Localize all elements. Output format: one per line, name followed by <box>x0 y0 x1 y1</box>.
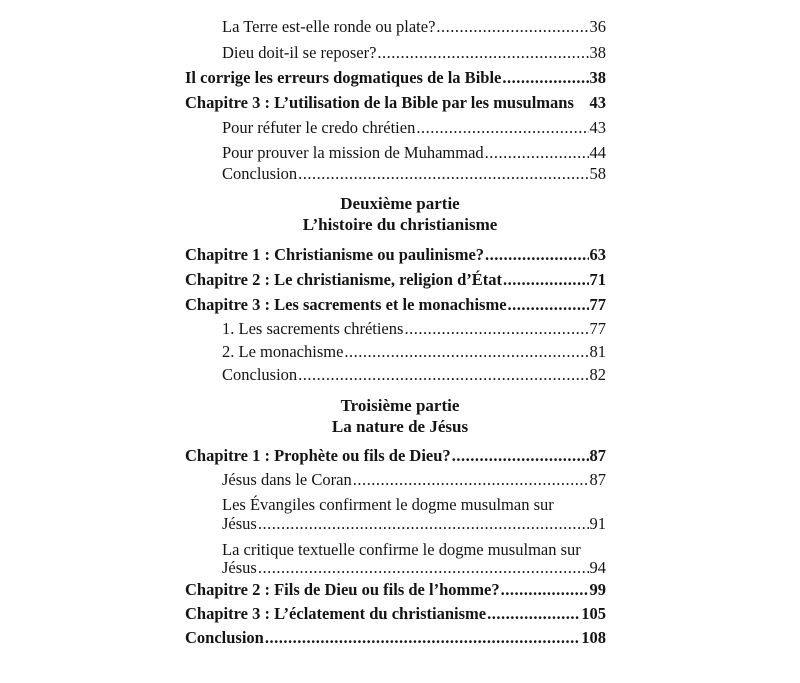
dot-leader <box>258 558 589 578</box>
toc-entry-page: 108 <box>581 628 606 647</box>
toc-entry-title: Chapitre 2 : Le christianisme, religion d’État <box>185 270 502 289</box>
toc-entry-title: Chapitre 3 : L’utilisation de la Bible par les musulmans <box>185 93 574 112</box>
toc-entry <box>222 118 606 138</box>
toc-entry-page: 58 <box>589 164 606 183</box>
part-label: Deuxième partie <box>340 194 460 213</box>
part-title: L’histoire du christianisme <box>302 215 498 234</box>
toc-entry-title: Chapitre 1 : Christianisme ou paulinisme? <box>185 245 485 264</box>
toc-entry-title: Chapitre 3 : L’éclatement du christianisme <box>185 604 487 623</box>
toc-entry-title: Il corrige les erreurs dogmatiques de la Bible <box>185 68 502 87</box>
toc-entry-title: Dieu doit-il se reposer? <box>222 43 377 62</box>
toc-entry <box>222 558 606 578</box>
toc-entry-title: Chapitre 2 : Fils de Dieu ou fils de l’homme? <box>185 580 500 599</box>
toc-entry-page: 43 <box>589 93 606 112</box>
toc-entry-title: Conclusion <box>222 164 298 183</box>
toc-entry-title: Jésus dans le Coran <box>222 470 352 489</box>
toc-entry <box>222 342 606 362</box>
toc-entry-title: Pour prouver la mission de Muhammad <box>222 143 484 162</box>
toc-entry-page: 105 <box>581 604 606 623</box>
toc-entry-page: 77 <box>589 295 606 314</box>
toc-chapter-entry <box>185 270 606 290</box>
toc-chapter-entry <box>185 295 606 315</box>
part-label: Troisième partie <box>340 396 460 415</box>
dot-leader <box>404 319 588 339</box>
toc-entry <box>185 68 606 88</box>
toc-entry-page: 38 <box>589 43 606 62</box>
toc-entry-page: 38 <box>589 68 606 87</box>
toc-entry-page: 87 <box>589 446 606 465</box>
toc-entry-page: 91 <box>589 514 606 533</box>
toc-entry-title-line1: Les Évangiles confirment le dogme musulman sur <box>222 495 554 514</box>
toc-entry <box>222 470 606 490</box>
toc-chapter-entry <box>185 604 606 624</box>
toc-entry-page: 81 <box>589 342 606 361</box>
dot-leader <box>353 470 589 490</box>
dot-leader <box>487 604 580 624</box>
toc-chapter-entry <box>185 580 606 600</box>
toc-entry <box>222 164 606 184</box>
toc-entry-page: 82 <box>589 365 606 384</box>
toc-entry-page: 71 <box>589 270 606 289</box>
toc-chapter-entry <box>185 93 606 113</box>
toc-chapter-entry <box>185 446 606 466</box>
toc-entry-page: 94 <box>589 558 606 577</box>
toc-entry-page: 99 <box>589 580 606 599</box>
dot-leader <box>501 580 589 600</box>
toc-entry-page: 44 <box>589 143 606 162</box>
dot-leader <box>344 342 588 362</box>
toc-entry <box>222 43 606 63</box>
dot-leader <box>258 514 589 534</box>
toc-entry-title: Pour réfuter le credo chrétien <box>222 118 416 137</box>
dot-leader <box>298 365 588 385</box>
dot-leader <box>485 245 588 265</box>
dot-leader <box>298 164 588 184</box>
toc-entry-title: Chapitre 1 : Prophète ou fils de Dieu? <box>185 446 451 465</box>
toc-entry-title: 1. Les sacrements chrétiens <box>222 319 404 338</box>
toc-entry <box>222 319 606 339</box>
dot-leader <box>265 628 580 648</box>
toc-entry-title: Jésus <box>222 558 257 577</box>
dot-leader <box>502 68 588 88</box>
toc-entry <box>222 17 606 37</box>
toc-entry <box>185 628 606 648</box>
toc-entry-page: 43 <box>589 118 606 137</box>
dot-leader <box>436 17 588 37</box>
toc-entry <box>222 514 606 534</box>
toc-entry-title-line1: La critique textuelle confirme le dogme musulman sur <box>222 540 581 559</box>
toc-entry-page: 87 <box>589 470 606 489</box>
dot-leader <box>503 270 589 290</box>
toc-entry-title: Conclusion <box>222 365 298 384</box>
toc-entry-page: 77 <box>589 319 606 338</box>
toc-entry-title: Jésus <box>222 514 257 533</box>
toc-entry-page: 63 <box>589 245 606 264</box>
dot-leader <box>377 43 588 63</box>
dot-leader <box>485 143 589 163</box>
toc-entry-page: 36 <box>589 17 606 36</box>
dot-leader <box>416 118 588 138</box>
toc-entry-title: Conclusion <box>185 628 264 647</box>
toc-chapter-entry <box>185 245 606 265</box>
toc-entry <box>222 143 606 163</box>
toc-entry-title: 2. Le monachisme <box>222 342 344 361</box>
toc-entry-title: Chapitre 3 : Les sacrements et le monachisme <box>185 295 507 314</box>
dot-leader <box>508 295 589 315</box>
toc-entry <box>222 365 606 385</box>
toc-entry-title: La Terre est-elle ronde ou plate? <box>222 17 436 36</box>
part-title: La nature de Jésus <box>331 417 469 436</box>
dot-leader <box>452 446 589 466</box>
